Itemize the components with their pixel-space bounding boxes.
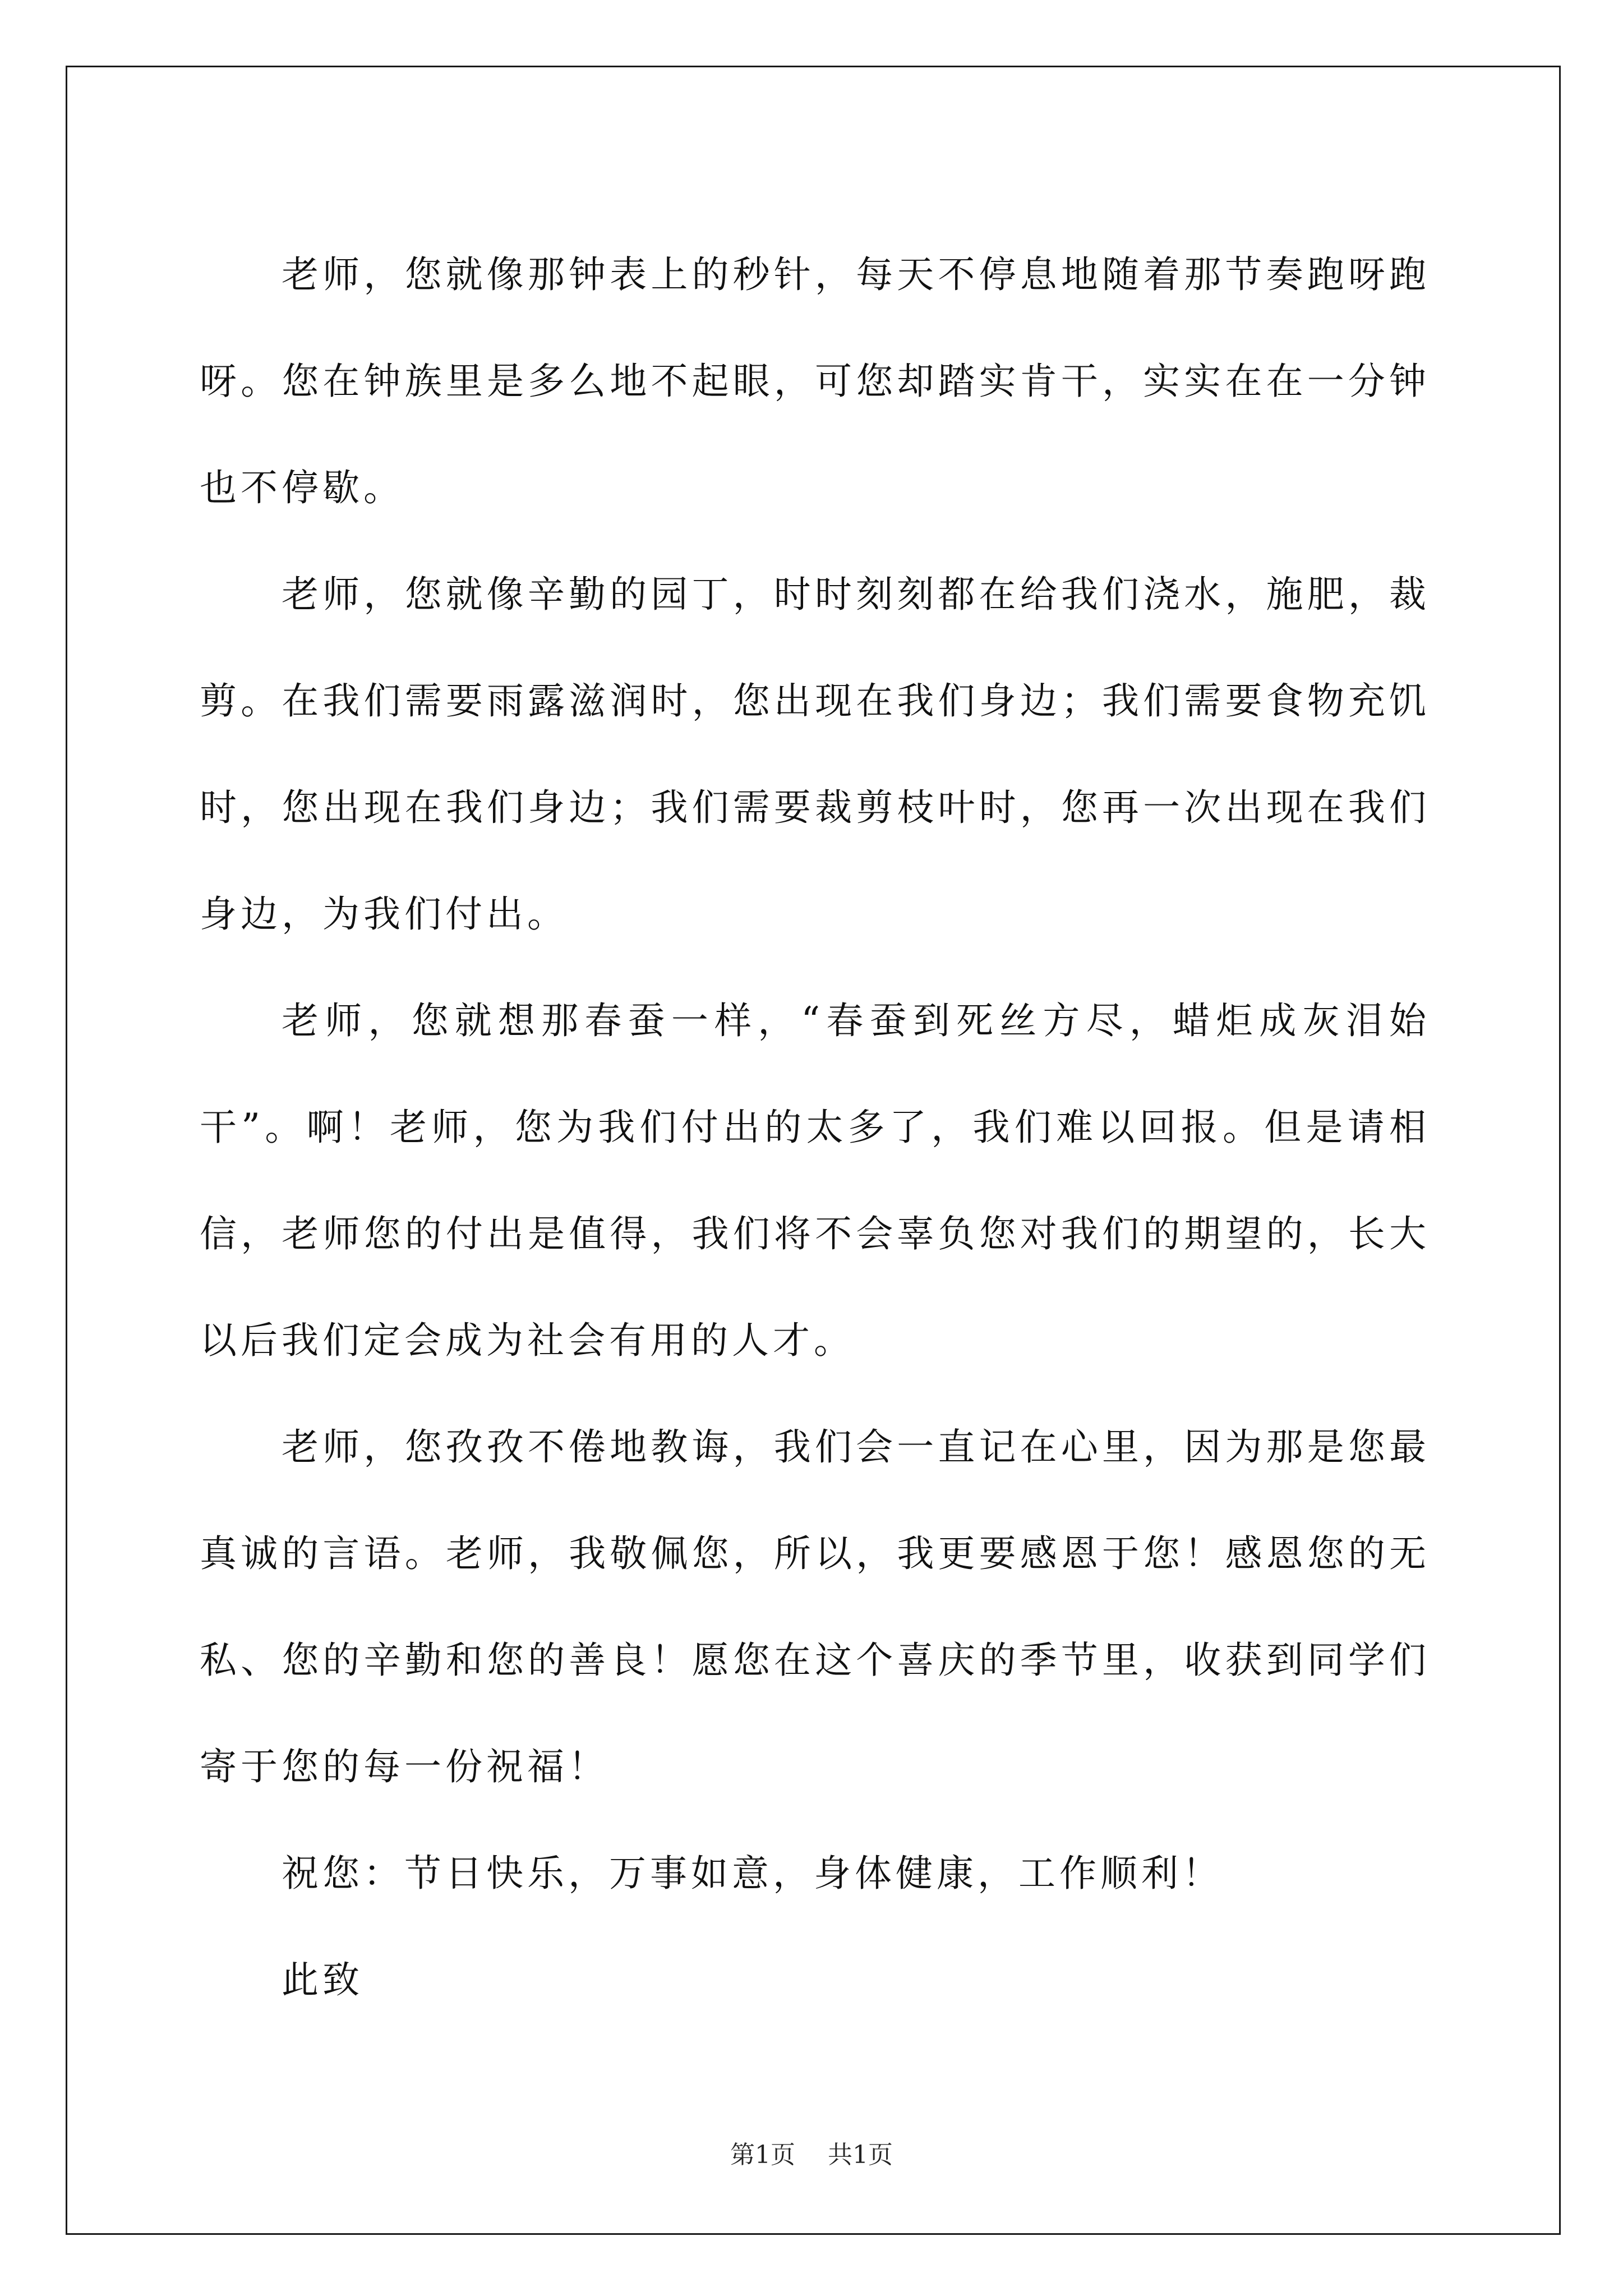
paragraph-gardener: 老师，您就像辛勤的园丁，时时刻刻都在给我们浇水，施肥，裁剪。在我们需要雨露滋润时，您出现在我们身边；我们需要食物充饥时，您出现在我们身边；我们需要裁剪枝叶时，您再一次出现在我们身边，为我们付出。 [200, 573, 1430, 936]
page-number-total: 共1页 [828, 2141, 893, 2169]
paragraph-second-hand: 老师，您就像那钟表上的秒针，每天不停息地随着那节奏跑呀跑呀。您在钟族里是多么地不起眼，可您却踏实肯干，实实在在一分钟也不停歇。 [200, 253, 1430, 509]
paragraph-gratitude: 老师，您孜孜不倦地教诲，我们会一直记在心里，因为那是您最真诚的言语。老师，我敬佩您，所以，我更要感恩于您！感恩您的无私、您的辛勤和您的善良！愿您在这个喜庆的季节里，收获到同学们寄于您的每一份祝福！ [200, 1425, 1430, 1788]
page-number-current: 第1页 [730, 2141, 795, 2169]
paragraph-silkworm: 老师，您就想那春蚕一样，“春蚕到死丝方尽，蜡炬成灰泪始干”。啊！老师，您为我们付出的太多了，我们难以回报。但是请相信，老师您的付出是值得，我们将不会辜负您对我们的期望的，长大以后我们定会成为社会有用的人才。 [200, 999, 1430, 1362]
page-footer [0, 2138, 1623, 2172]
letter-body [200, 222, 1430, 2033]
paragraph-wishes: 祝您：节日快乐，万事如意，身体健康，工作顺利！ [282, 1852, 1223, 1895]
paragraph-closing: 此致 [282, 1958, 363, 2001]
